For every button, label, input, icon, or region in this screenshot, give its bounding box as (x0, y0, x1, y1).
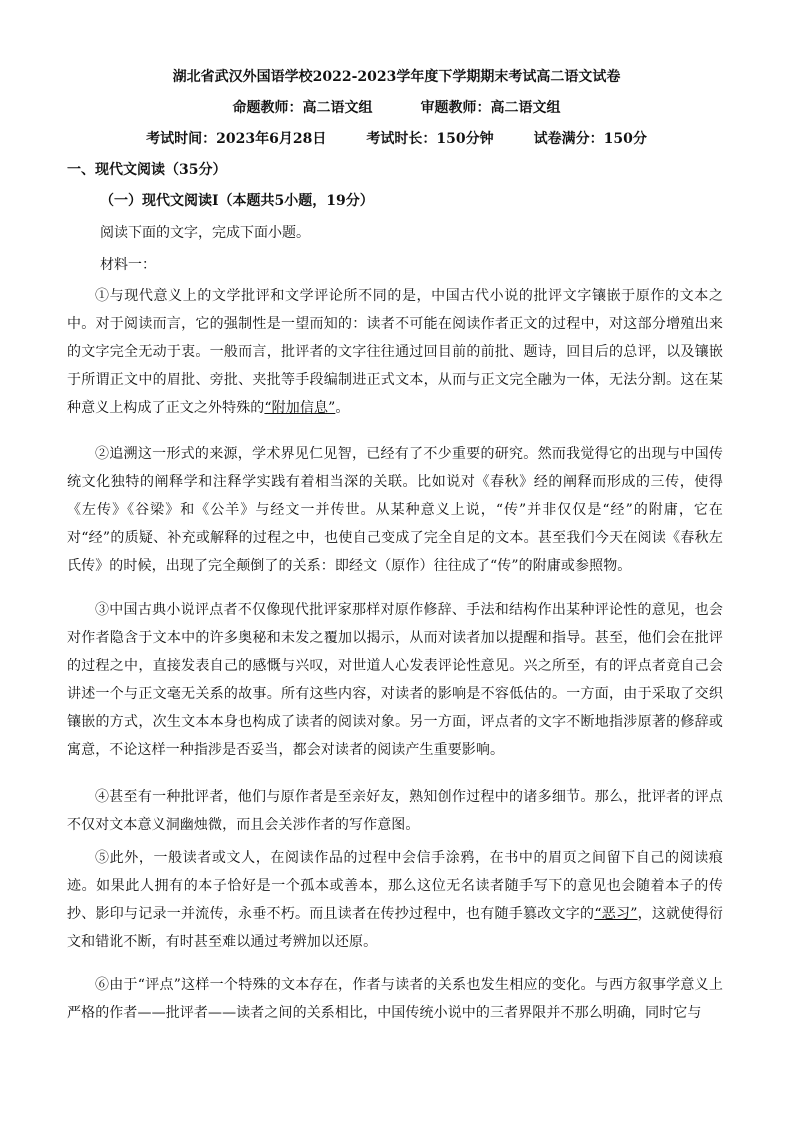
paragraph-5-text: ⑤此外，一般读者或文人，在阅读作品的过程中会信手涂鸦，在书中的眉页之间留下自己的阅读痕迹。如果此人拥有的本子恰好是一个孤本或善本，那么这位无名读者随手写下的意见也会随着本子的传抄、影印与记录一并流传，永垂不朽。而且读者在传抄过程中，也有随手篡改文字的 (67, 850, 723, 922)
exam-info-line (0, 129, 793, 149)
paragraph-3: ③中国古典小说评点者不仅像现代批评家那样对原作修辞、手法和结构作出某种评论性的意见，也会对作者隐含于文本中的许多奥秘和未发之覆加以揭示，从而对读者加以提醒和指导。甚至，他们会在批评的过程之中，直接发表自己的感慨与兴叹，对世道人心发表评论性意见。兴之所至，有的评点者竟自己会讲述一个与正文毫无关系的故事。所有这些内容，对读者的影响是不容低估的。一方面，由于采取了交织镶嵌的方式，次生文本本身也构成了读者的阅读对象。另一方面，评点者的文字不断地指涉原著的修辞或寓意，不论这样一种指涉是否妥当，都会对读者的阅读产生重要影响。 (67, 602, 723, 758)
paragraph-1-end: 。 (335, 400, 350, 416)
underlined-term: “附加信息” (264, 400, 336, 416)
paragraph-6: ⑥由于“评点”这样一个特殊的文本存在，作者与读者的关系也发生相应的变化。与西方叙事学意义上严格的作者——批评者——读者之间的关系相比，中国传统小说中的三者界限并不那么明确，同时它与 (67, 977, 723, 1021)
section-heading: 一、现代文阅读（35分） (67, 162, 227, 178)
setter-label: 命题教师：高二语文组 (232, 100, 373, 116)
paragraph-5-end: ，这就使得衍文和错讹不断，有时甚至难以通过考辨加以还原。 (67, 906, 723, 950)
paragraph-4: ④甚至有一种批评者，他们与原作者是至亲好友，熟知创作过程中的诸多细节。那么，批评者的评点不仅对文本意义洞幽烛微，而且会关涉作者的写作意图。 (67, 789, 723, 833)
exam-duration: 考试时长：150分钟 (366, 131, 494, 147)
material-label: 材料一： (100, 257, 156, 273)
full-score: 试卷满分：150分 (533, 131, 647, 147)
exam-staff-line (0, 98, 793, 118)
exam-title: 湖北省武汉外国语学校2022-2023学年度下学期期末考试高二语文试卷 (172, 69, 621, 85)
reviewer-label: 审题教师：高二语文组 (420, 100, 561, 116)
subsection-heading: （一）现代文阅读Ⅰ（本题共5小题，19分） (100, 193, 374, 209)
exam-date: 考试时间：2023年6月28日 (146, 131, 327, 147)
paragraph-1 (67, 282, 723, 422)
paragraph-2: ②追溯这一形式的来源，学术界见仁见智，已经有了不少重要的研究。然而我觉得它的出现与中国传统文化独特的阐释学和注释学实践有着相当深的关联。比如说对《春秋》经的阐释而形成的三传，使得《左传》《谷梁》和《公羊》与经文一并传世。从某种意义上说，“传”并非仅仅是“经”的附庸，它在对“经”的质疑、补充或解释的过程之中，也使自己变成了完全自足的文本。甚至我们今天在阅读《春秋左氏传》的时候，出现了完全颠倒了的关系：即经文（原作）往往成了“传”的附庸或参照物。 (67, 446, 723, 574)
paragraph-1-text: ①与现代意义上的文学批评和文学评论所不同的是，中国古代小说的批评文字镶嵌于原作的文本之中。对于阅读而言，它的强制性是一望而知的：读者不可能在阅读作者正文的过程中，对这部分增殖出来的文字完全无动于衷。一般而言，批评者的文字往往通过回目前的前批、题诗，回目后的总评，以及镶嵌于所谓正文中的眉批、旁批、夹批等手段编制进正式文本，从而与正文完全融为一体，无法分割。这在某种意义上构成了正文之外特殊的 (67, 288, 723, 416)
reading-instruction: 阅读下面的文字，完成下面小题。 (100, 225, 310, 241)
underlined-term: “恶习” (594, 906, 638, 922)
paragraph-5 (67, 844, 723, 956)
